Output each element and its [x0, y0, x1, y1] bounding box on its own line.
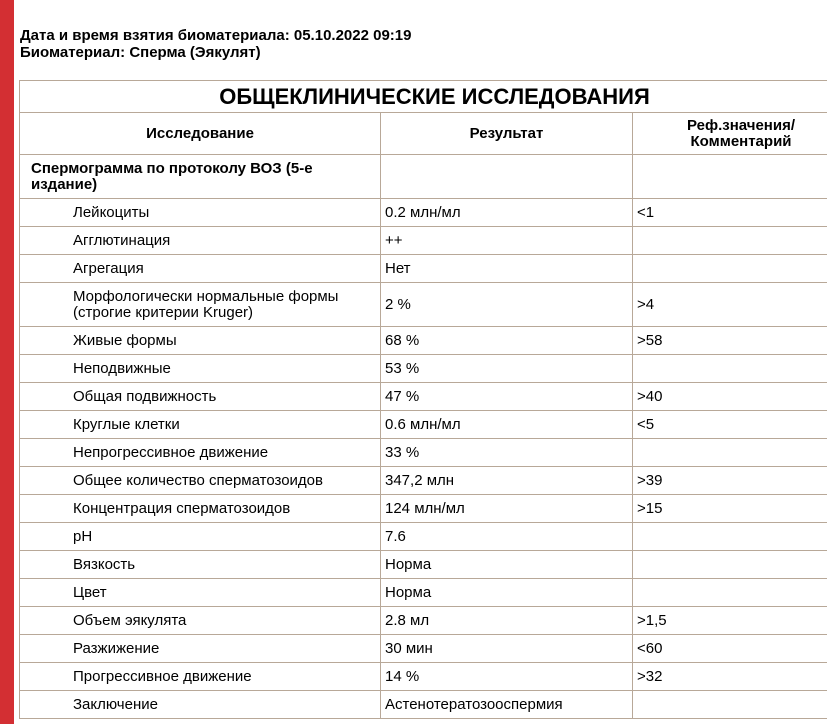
table-row — [20, 327, 827, 355]
cell-test-name: Круглые клетки — [20, 411, 381, 439]
group-title: Спермограмма по протоколу ВОЗ (5-е издание) — [20, 155, 381, 199]
cell-result: ++ — [381, 227, 633, 255]
cell-test-name: Вязкость — [20, 551, 381, 579]
cell-test-name: Агглютинация — [20, 227, 381, 255]
cell-reference: >4 — [633, 283, 827, 327]
cell-result: Нет — [381, 255, 633, 283]
cell-result: 68 % — [381, 327, 633, 355]
table-row — [20, 199, 827, 227]
cell-reference — [633, 551, 827, 579]
group-row — [20, 155, 827, 199]
table-row — [20, 355, 827, 383]
header-result: Результат — [381, 113, 633, 155]
biomaterial: Биоматериал: Сперма (Эякулят) — [20, 44, 261, 61]
cell-test-name: Объем эякулята — [20, 607, 381, 635]
cell-test-name: Непрогрессивное движение — [20, 439, 381, 467]
cell-reference: >40 — [633, 383, 827, 411]
cell-reference — [633, 523, 827, 551]
cell-reference — [633, 579, 827, 607]
cell-reference — [633, 439, 827, 467]
cell-reference — [633, 691, 827, 719]
cell-result: 47 % — [381, 383, 633, 411]
cell-result: Норма — [381, 551, 633, 579]
results-table — [19, 80, 827, 719]
cell-test-name: Общая подвижность — [20, 383, 381, 411]
cell-result: 14 % — [381, 663, 633, 691]
table-row — [20, 467, 827, 495]
cell-reference: <60 — [633, 635, 827, 663]
header-reference — [633, 113, 827, 155]
header-reference-line2: Комментарий — [690, 132, 792, 150]
table-row — [20, 283, 827, 327]
table-row — [20, 383, 827, 411]
table-row — [20, 411, 827, 439]
table-row — [20, 579, 827, 607]
cell-result: 2 % — [381, 283, 633, 327]
cell-test-name: Цвет — [20, 579, 381, 607]
cell-result: 30 мин — [381, 635, 633, 663]
table-row — [20, 607, 827, 635]
cell-reference — [633, 355, 827, 383]
results-table-wrap — [19, 80, 827, 719]
cell-reference: >1,5 — [633, 607, 827, 635]
cell-test-name: Прогрессивное движение — [20, 663, 381, 691]
cell-reference: <1 — [633, 199, 827, 227]
table-row — [20, 691, 827, 719]
cell-reference — [633, 227, 827, 255]
table-row — [20, 523, 827, 551]
cell-test-name: pH — [20, 523, 381, 551]
cell-result: Норма — [381, 579, 633, 607]
cell-result: 7.6 — [381, 523, 633, 551]
table-row — [20, 495, 827, 523]
cell-test-name: Общее количество сперматозоидов — [20, 467, 381, 495]
cell-test-name: Агрегация — [20, 255, 381, 283]
cell-test-name: Заключение — [20, 691, 381, 719]
cell-result: 33 % — [381, 439, 633, 467]
cell-result: 347,2 млн — [381, 467, 633, 495]
table-row — [20, 439, 827, 467]
table-header-row — [20, 113, 827, 155]
cell-reference — [633, 255, 827, 283]
collection-datetime: Дата и время взятия биоматериала: 05.10.2022 09:19 — [20, 27, 412, 44]
sample-info — [20, 27, 411, 61]
cell-test-name: Живые формы — [20, 327, 381, 355]
header-reference-line1: Реф.значения/ — [687, 116, 796, 134]
table-row — [20, 635, 827, 663]
cell-reference: >15 — [633, 495, 827, 523]
page-edge-bar — [0, 0, 14, 724]
cell-result: Астенотератозооспермия — [381, 691, 633, 719]
cell-reference: >39 — [633, 467, 827, 495]
table-row — [20, 227, 827, 255]
cell-result: 124 млн/мл — [381, 495, 633, 523]
cell-test-name: Разжижение — [20, 635, 381, 663]
cell-result: 2.8 мл — [381, 607, 633, 635]
cell-test-name: Неподвижные — [20, 355, 381, 383]
cell-result: 0.2 млн/мл — [381, 199, 633, 227]
cell-test-name: Морфологически нормальные формы (строгие критерии Kruger) — [20, 283, 381, 327]
cell-test-name: Концентрация сперматозоидов — [20, 495, 381, 523]
table-title-row — [20, 81, 827, 113]
table-row — [20, 663, 827, 691]
cell-reference: >58 — [633, 327, 827, 355]
group-result-cell — [381, 155, 633, 199]
cell-result: 0.6 млн/мл — [381, 411, 633, 439]
cell-reference: <5 — [633, 411, 827, 439]
table-title: ОБЩЕКЛИНИЧЕСКИЕ ИССЛЕДОВАНИЯ — [20, 81, 827, 113]
table-row — [20, 255, 827, 283]
header-test: Исследование — [20, 113, 381, 155]
table-row — [20, 551, 827, 579]
cell-reference: >32 — [633, 663, 827, 691]
cell-result: 53 % — [381, 355, 633, 383]
group-ref-cell — [633, 155, 827, 199]
cell-test-name: Лейкоциты — [20, 199, 381, 227]
